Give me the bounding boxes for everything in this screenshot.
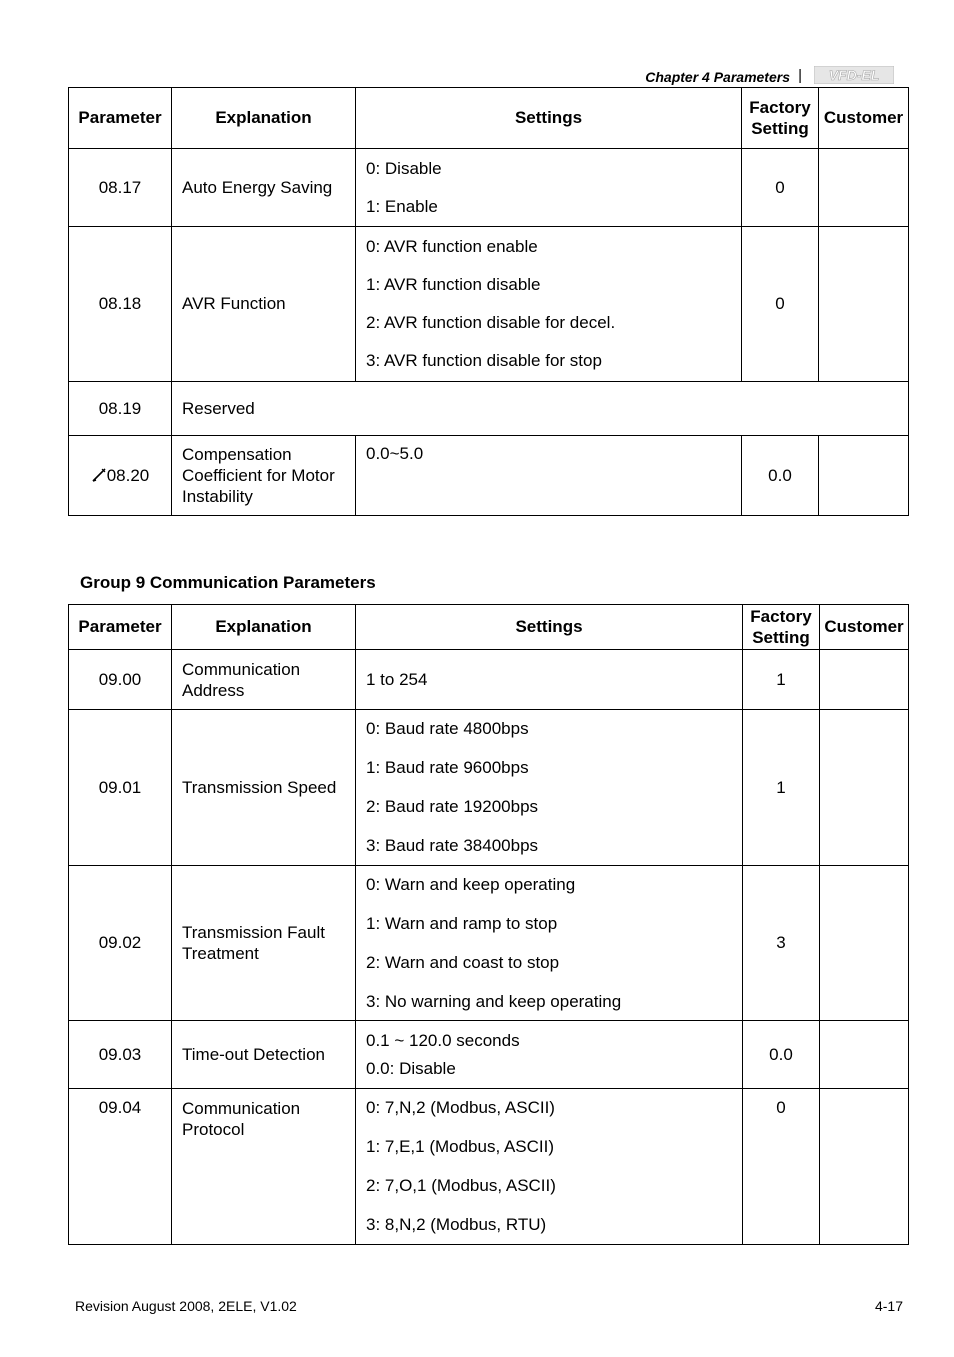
param-id: 09.04 (69, 1089, 172, 1245)
factory-setting: 0 (743, 1089, 820, 1245)
col-factory-setting: Factory Setting (742, 88, 819, 149)
param-id: 09.03 (69, 1021, 172, 1089)
param-explanation: Communication Address (172, 650, 356, 710)
col-parameter: Parameter (69, 605, 172, 650)
table-row (69, 436, 909, 516)
param-id: 09.00 (69, 650, 172, 710)
param-id: 09.01 (69, 710, 172, 866)
vfd-el-logo (814, 66, 894, 84)
parameter-table-group8 (68, 87, 909, 516)
customer-cell (819, 436, 909, 516)
param-explanation: Reserved (172, 382, 909, 436)
param-settings: 0.0~5.0 (356, 436, 742, 516)
col-factory-setting: Factory Setting (743, 605, 820, 650)
factory-setting: 1 (743, 650, 820, 710)
col-customer: Customer (820, 605, 909, 650)
factory-setting: 0 (742, 149, 819, 227)
customer-cell (819, 227, 909, 382)
customer-cell (819, 149, 909, 227)
table-row (69, 227, 909, 382)
col-parameter: Parameter (69, 88, 172, 149)
param-id: 08.17 (69, 149, 172, 227)
group-title: Group 9 Communication Parameters (80, 573, 376, 592)
customer-cell (820, 710, 909, 866)
customer-cell (820, 866, 909, 1021)
factory-setting: 0 (742, 227, 819, 382)
table-row (69, 1021, 909, 1089)
param-settings: 0: AVR function enable 1: AVR function disable 2: AVR function disable for decel. 3: AVR function disable for stop (356, 227, 742, 382)
table-row (69, 650, 909, 710)
table-row (69, 866, 909, 1021)
param-id-cell (69, 436, 172, 516)
factory-setting: 1 (743, 710, 820, 866)
factory-setting: 0.0 (742, 436, 819, 516)
customer-cell (820, 650, 909, 710)
customer-cell (820, 1089, 909, 1245)
table-row (69, 710, 909, 866)
table-row (69, 382, 909, 436)
param-id: 08.18 (69, 227, 172, 382)
col-settings: Settings (356, 88, 742, 149)
parameter-table-group9 (68, 604, 909, 1245)
svg-text:VFD-EL: VFD-EL (828, 67, 880, 83)
footer-page-number: 4-17 (874, 1298, 903, 1314)
factory-setting: 0.0 (743, 1021, 820, 1089)
param-settings: 0.1 ~ 120.0 seconds 0.0: Disable (356, 1021, 743, 1089)
table-header-row (69, 605, 909, 650)
table-header-row (69, 88, 909, 149)
page-header (60, 66, 894, 88)
col-settings: Settings (356, 605, 743, 650)
param-id: 08.20 (106, 465, 150, 485)
table-row (69, 149, 909, 227)
param-explanation: Compensation Coefficient for Motor Instability (172, 436, 356, 516)
param-explanation: Auto Energy Saving (172, 149, 356, 227)
param-settings: 0: Warn and keep operating 1: Warn and ramp to stop 2: Warn and coast to stop 3: No warning and keep operating (356, 866, 743, 1021)
param-settings: 0: 7,N,2 (Modbus, ASCII) 1: 7,E,1 (Modbus, ASCII) 2: 7,O,1 (Modbus, ASCII) 3: 8,N,2 (Modbus, RTU) (356, 1089, 743, 1245)
param-explanation: Transmission Fault Treatment (172, 866, 356, 1021)
table-row (69, 1089, 909, 1245)
col-customer: Customer (819, 88, 909, 149)
chapter-title: Chapter 4 Parameters (645, 69, 790, 85)
pencil-icon (91, 467, 107, 483)
param-settings: 0: Baud rate 4800bps 1: Baud rate 9600bps 2: Baud rate 19200bps 3: Baud rate 38400bps (356, 710, 743, 866)
param-explanation: Transmission Speed (172, 710, 356, 866)
col-explanation: Explanation (172, 88, 356, 149)
header-separator: | (798, 67, 802, 84)
param-id: 09.02 (69, 866, 172, 1021)
param-settings: 0: Disable 1: Enable (356, 149, 742, 227)
param-settings: 1 to 254 (356, 650, 743, 710)
param-explanation: AVR Function (172, 227, 356, 382)
param-explanation: Time-out Detection (172, 1021, 356, 1089)
param-id: 08.19 (69, 382, 172, 436)
factory-setting: 3 (743, 866, 820, 1021)
customer-cell (820, 1021, 909, 1089)
param-explanation: Communication Protocol (172, 1089, 356, 1245)
footer-revision: Revision August 2008, 2ELE, V1.02 (75, 1298, 297, 1314)
col-explanation: Explanation (172, 605, 356, 650)
